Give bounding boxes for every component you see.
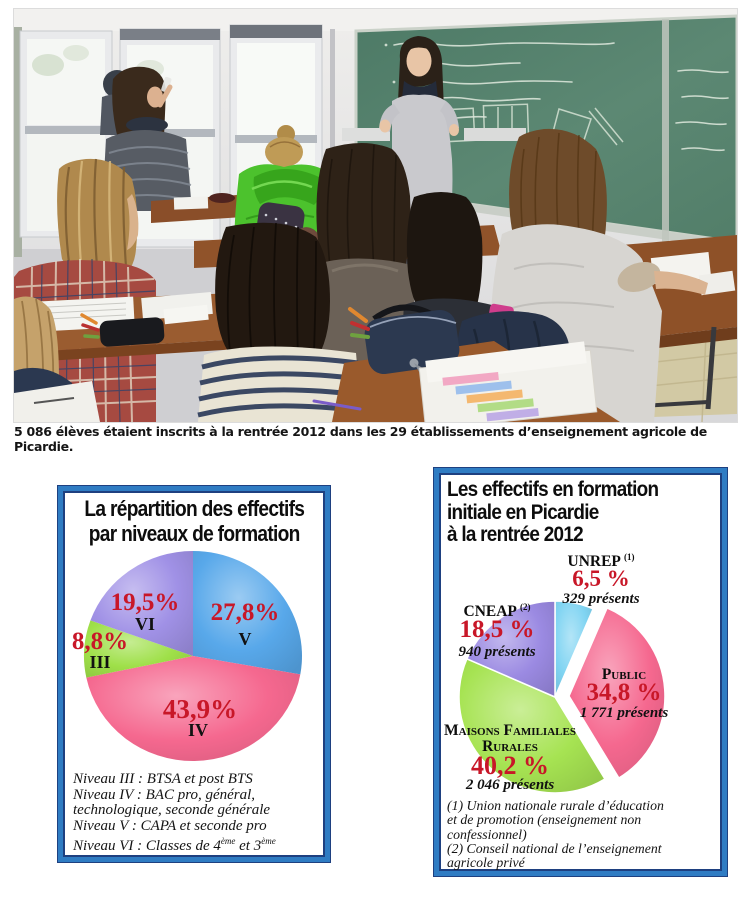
front-desk-edge-right (464, 128, 526, 141)
board-seam (662, 19, 669, 245)
left-title-line2: par niveaux de formation (88, 521, 300, 546)
mfr-label-line2: Rurales (482, 738, 538, 755)
unrep-label: UNREP $^{(1)}$ (567, 552, 635, 571)
slice-label-v-pct: 27,8% (210, 599, 280, 626)
cneap-label: CNEAP $^{(2)}$ (463, 602, 531, 621)
public-count: 1 771 présents (579, 705, 669, 721)
right-title-line1: Les effectifs en formation (447, 478, 659, 501)
cneap-pct: 18,5 % (459, 616, 535, 643)
mfr-count: 2 046 présents (465, 777, 555, 793)
legend-line-1: Niveau III : BTSA et post BTS (73, 771, 253, 787)
footnote-line-2: et de promotion (enseignement non (447, 812, 642, 828)
footnote-line-5: agricole privé (447, 855, 525, 871)
legend-line-4: Niveau V : CAPA et seconde pro (73, 817, 267, 834)
teacher-hand-left (380, 120, 391, 133)
teacher-face (407, 46, 432, 77)
teacher-hand-right (449, 124, 459, 136)
slice-label-vi-pct: 19,5% (110, 589, 180, 616)
legend-line-2: Niveau IV : BAC pro, général, (73, 786, 256, 803)
mfr-label-line1: Maisons Familiales (444, 722, 576, 739)
photo-caption: 5 086 élèves étaient inscrits à la rentrée 2012 dans les 29 établissements d’enseignement agricole de Picardie. (14, 424, 707, 454)
levels-legend (73, 772, 319, 855)
footnote-line-1: (1) Union nationale rurale d’éducation (447, 798, 664, 813)
classroom-photo-illustration (14, 9, 737, 422)
slice-label-vi: VI (134, 614, 156, 634)
pencil-case-red (209, 193, 235, 203)
cneap-count: 940 présents (458, 644, 536, 660)
slice-label-iii-pct: 8,8% (71, 628, 129, 655)
mfr-pct: 40,2 % (471, 751, 549, 780)
chart-box-networks (434, 468, 727, 876)
classroom-photo (13, 8, 738, 423)
right-title-line3: à la rentrée 2012 (447, 523, 583, 546)
public-label: Public (601, 666, 647, 683)
unrep-count: 329 présents (562, 591, 640, 607)
left-title-line1: La répartition des effectifs (84, 496, 304, 521)
footnote-line-3: confessionnel) (447, 826, 527, 842)
unrep-pct: 6,5 % (572, 566, 630, 591)
slice-label-iii: III (89, 652, 111, 672)
legend-line-3: technologique, seconde générale (73, 802, 271, 819)
slice-label-iv: IV (187, 720, 209, 740)
slice-label-v: V (238, 629, 252, 649)
right-title-line2: initiale en Picardie (447, 500, 599, 524)
public-pct: 34,8 % (586, 679, 662, 706)
legend-line-5: Niveau VI : Classes de 4ème et 3ème (73, 836, 276, 855)
footnote-line-4: (2) Conseil national de l’enseignement (447, 840, 662, 856)
slice-label-iv-pct: 43,9% (162, 694, 238, 724)
chart-box-levels (58, 486, 330, 862)
footnotes (447, 799, 717, 870)
